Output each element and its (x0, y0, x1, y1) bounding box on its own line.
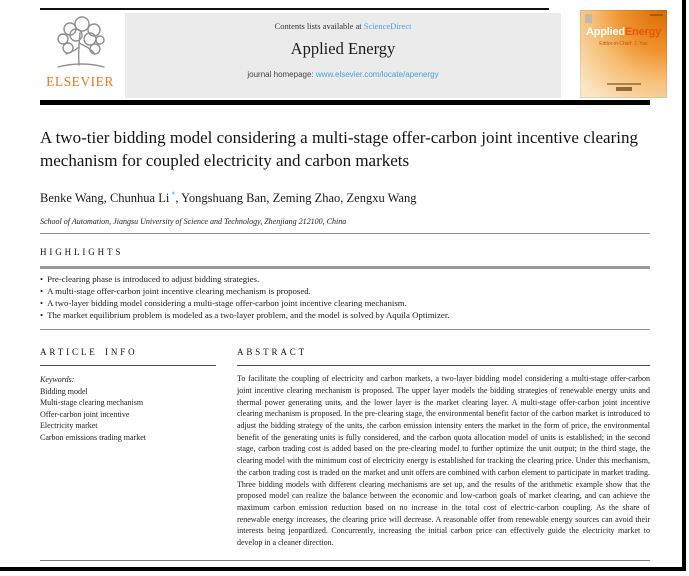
author-name: Zengxu Wang (346, 191, 417, 206)
elsevier-logo (38, 13, 122, 99)
homepage-label: journal homepage: (247, 70, 314, 79)
homepage-link[interactable]: www.elsevier.com/locate/apenergy (315, 70, 439, 79)
highlight-text: A multi-stage offer-carbon joint incentive clearing mechanism is proposed. (47, 286, 311, 296)
contents-line-text: Contents lists available at (274, 21, 362, 31)
highlight-text: The market equilibrium problem is modeled as a two-layer problem, and the model is solved by Aquila Optimizer. (47, 310, 450, 320)
author-separator: , (103, 191, 110, 206)
article-info-section (40, 347, 216, 443)
bullet-icon: • (40, 310, 44, 320)
keyword-item: Electricity market (40, 421, 98, 431)
highlight-item (40, 309, 650, 321)
elsevier-tree-icon (48, 13, 112, 77)
keywords-list (40, 386, 216, 444)
divider (40, 329, 650, 330)
contents-line (125, 13, 561, 31)
bullet-icon: • (40, 274, 44, 284)
header-divider-band (40, 100, 650, 105)
journal-cover-thumbnail[interactable] (580, 10, 667, 98)
cover-footer-logo-mark (616, 87, 632, 91)
highlight-text: A two-layer bidding model considering a multi-stage offer-carbon joint incentive clearing mechanism. (47, 298, 407, 308)
cover-issn-mark (650, 14, 663, 16)
abstract-section (237, 347, 650, 549)
author-name: Yongshuang Ban (181, 191, 267, 206)
homepage-line (125, 70, 561, 79)
bullet-icon: • (40, 298, 44, 308)
author-name: Benke Wang (40, 191, 104, 206)
bullet-icon: • (40, 286, 44, 296)
affiliation: School of Automation, Jiangsu University of Science and Technology, Zhenjiang 212100, China (40, 217, 347, 226)
keyword-item: Bidding model (40, 386, 88, 396)
cover-title (580, 26, 667, 38)
page-scan-edge-bottom (0, 567, 686, 571)
highlights-list (40, 273, 650, 321)
highlight-item (40, 285, 650, 297)
cover-title-energy: Energy (624, 26, 662, 38)
article-title: A two-tier bidding model considering a multi-stage offer-carbon joint incentive clearing mechanism for coupled electricity and carbon markets (40, 128, 638, 170)
highlights-heading: HIGHLIGHTS (40, 247, 124, 257)
bottom-divider (40, 560, 650, 561)
page-scan-edge-right (682, 0, 686, 571)
top-divider (40, 8, 549, 10)
abstract-text: To facilitate the coupling of electricity and carbon markets, a two-layer bidding model considering a multi-stage offer-carbon joint incentive clearing mechanism is proposed. The upper layer models the bidding strategies of renewable energy units and thermal power generating units, and the lower layer is the market clearing layer. A multi-stage offer-carbon joint incentive clearing mechanism is proposed. In the pre-clearing stage, the environmental benefit factor of the carbon market is introduced to adjust the bidding strategy of the units, the carbon emission intensity enters the market in the form of price, the environmental benefit of the generating units is fully considered, and the carbon quota allocation model of units is established; in the second stage, carbon trading cost is added based on the pre-clearing model to further optimize the unit output; in the third stage, the clearing model with the minimum cost of electricity energy is established for tracking the clearing price. Under this mechanism, the carbon trading cost is traded on the market and unit offers are combined with carbon element to participate in market trading. Three bidding models with different clearing mechanisms are set up, and the results of the arithmetic example show that the proposed model can realize the balance between the economic and low-carbon goals of market clearing, and can achieve the maximum carbon emission reduction based on no increase in the total cost of electric-carbon coupling. As the share of renewable energy increases, the clearing price will decrease. A reasonable offer from renewable energy sources can avoid their interests being jeopardized. Concurrently, increasing the initial carbon price can effectively guide the electricity market to develop in a cleaner direction. (237, 374, 650, 548)
cover-publisher-mark (585, 14, 592, 23)
divider (40, 233, 650, 234)
divider (40, 266, 650, 269)
cover-editor-line: Editor-in-Chief: J. Yan (599, 41, 648, 47)
highlight-text: Pre-clearing phase is introduced to adjust bidding strategies. (47, 274, 260, 284)
divider (40, 365, 216, 366)
author-name: Chunhua Li (109, 191, 170, 206)
journal-title: Applied Energy (290, 39, 396, 58)
divider (237, 365, 650, 366)
keyword-item: Offer-carbon joint incentive (40, 409, 130, 419)
author-separator: , (175, 191, 182, 206)
journal-header-box (125, 13, 561, 98)
article-info-heading: ARTICLE INFO (40, 347, 138, 357)
author-name: Zeming Zhao (272, 191, 341, 206)
cover-title-applied: Applied (585, 26, 625, 38)
cover-footer-text-mark (607, 83, 641, 85)
abstract-heading: ABSTRACT (237, 347, 308, 357)
highlight-item (40, 273, 650, 285)
sciencedirect-link[interactable]: ScienceDirect (363, 21, 412, 31)
keyword-item: Multi-stage clearing mechanism (40, 398, 144, 408)
highlight-item (40, 297, 650, 309)
keyword-item: Carbon emissions trading market (40, 432, 146, 442)
author-separator: , (340, 191, 347, 206)
author-list (40, 190, 644, 206)
corresponding-author-marker[interactable]: * (169, 190, 176, 199)
author-separator: , (266, 191, 273, 206)
keywords-label: Keywords: (40, 375, 75, 385)
elsevier-wordmark: ELSEVIER (46, 74, 114, 89)
